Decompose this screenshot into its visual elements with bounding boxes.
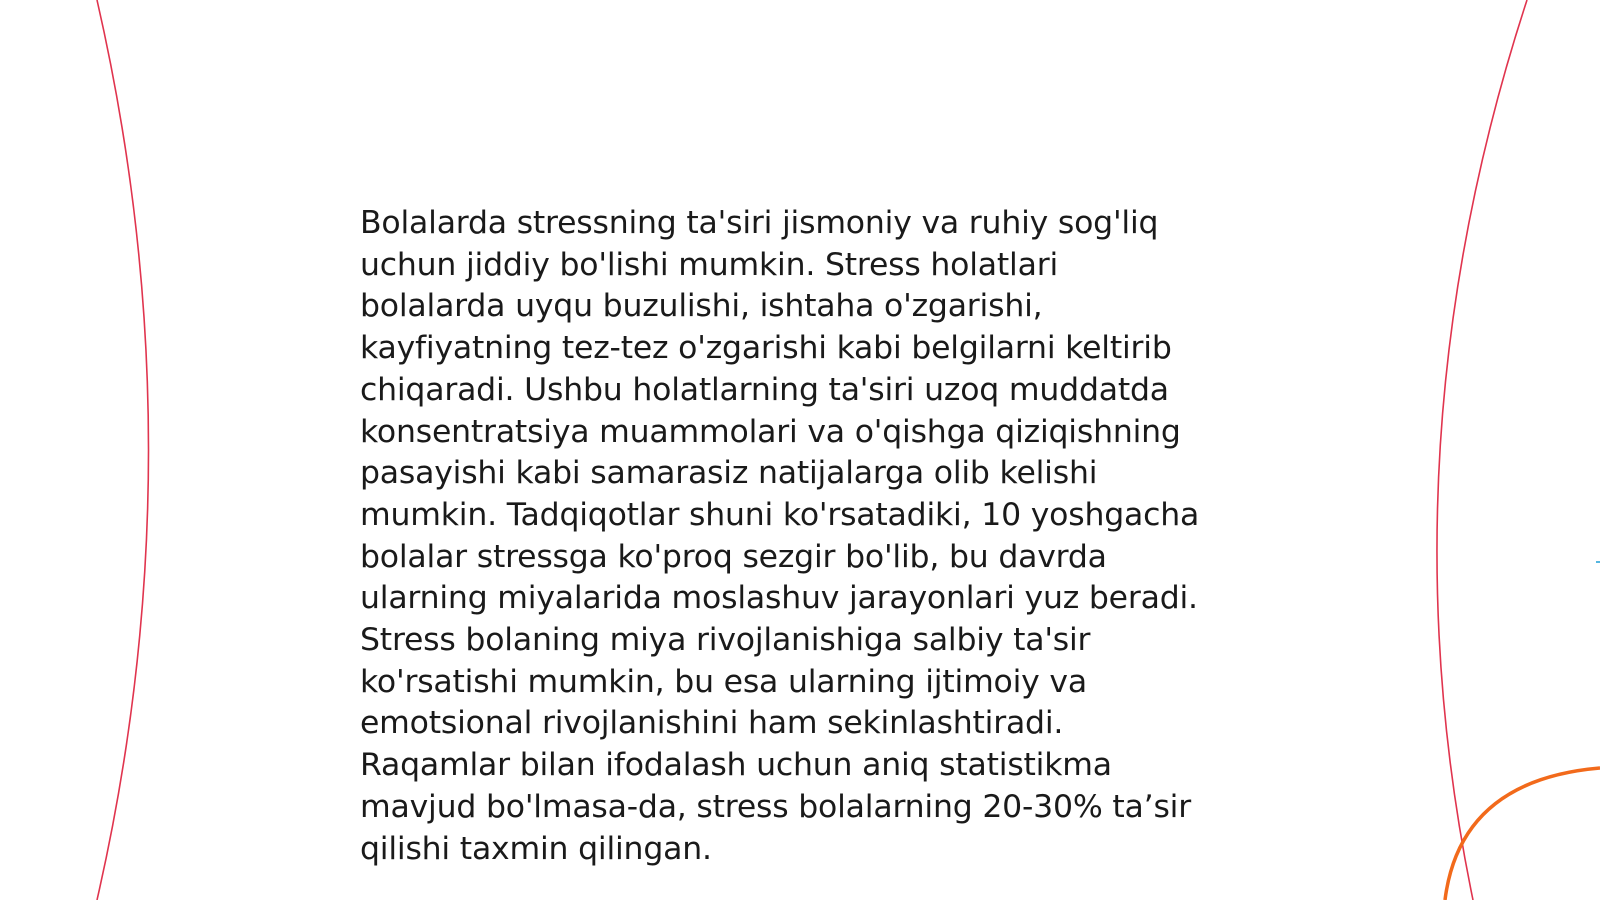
right-red-arc — [1437, 0, 1527, 900]
body-paragraph: Bolalarda stressning ta'siri jismoniy va ruhiy sog'liq uchun jiddiy bo'lishi mumkin. Stress holatlari bolalarda uyqu buzulishi, ishtaha o'zgarishi, kayfiyatning tez-tez o'zgarishi kabi belgilarni keltirib chiqaradi. Ushbu holatlarning ta'siri uzoq muddatda konsentratsiya muammolari va o'qishga qiziqishning pasayishi kabi samarasiz natijalarga olib kelishi mumkin. Tadqiqotlar shuni ko'rsatadiki, 10 yoshgacha bolalar stressga ko'proq sezgir bo'lib, bu davrda ularning miyalarida moslashuv jarayonlari yuz beradi. Stress bolaning miya rivojlanishiga salbiy ta'sir ko'rsatishi mumkin, bu esa ularning ijtimoiy va emotsional rivojlanishini ham sekinlashtiradi. Raqamlar bilan ifodalash uchun aniq statistikma mavjud bo'lmasa-da, stress bolalarning 20-30% ta’sir qilishi taxmin qilingan. — [360, 205, 1200, 867]
left-red-arc — [97, 0, 149, 900]
